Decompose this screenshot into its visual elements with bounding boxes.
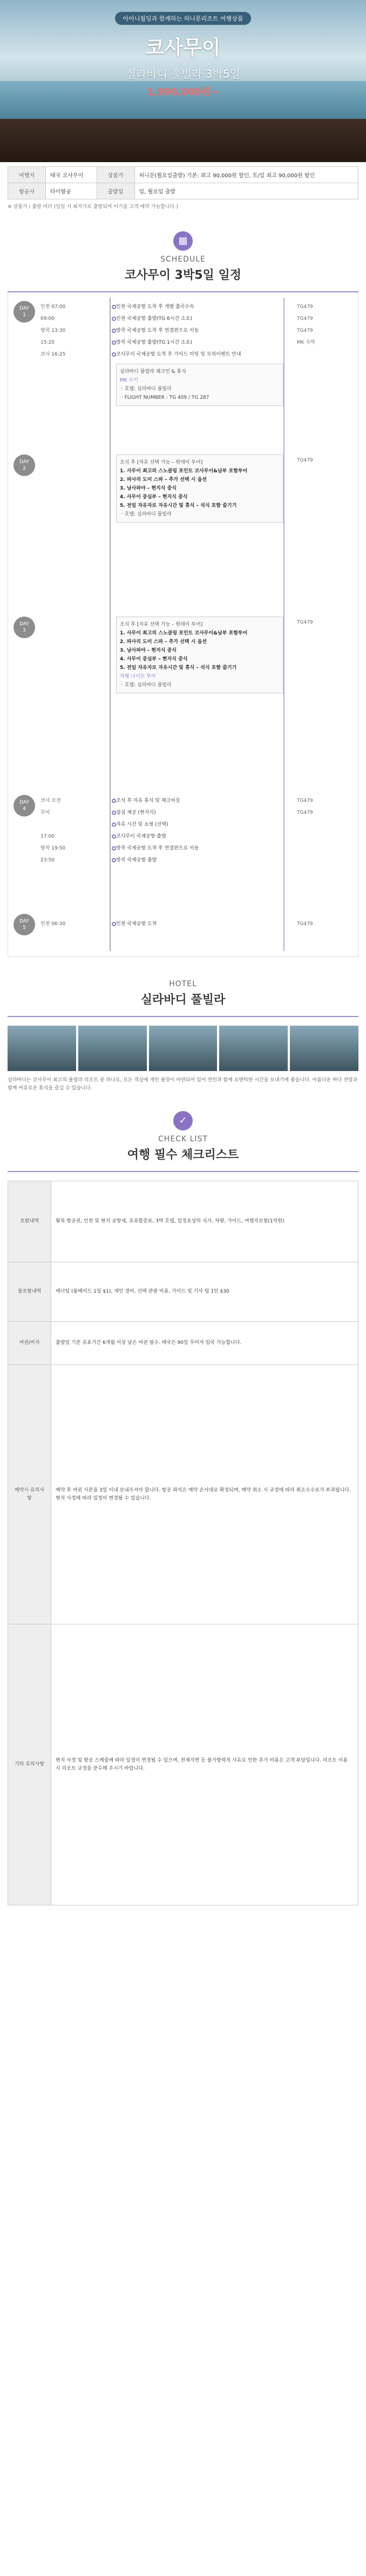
day-2 (13, 454, 354, 606)
check-value: 왕복 항공권, 인천 및 현지 공항세, 유류할증료, 3박 호텔, 일정표상의 식사, 차량, 가이드, 여행자보험(1억원) (51, 1181, 358, 1262)
schedule-row: 방콕 19:50 방콕 국제공항 도착 후 연결편으로 이동 (40, 846, 199, 851)
schedule-row: 인천 07:00 인천 국제공항 도착 후 개별 출국수속 TG479 (40, 304, 313, 310)
schedule-row: 코사 16:25 코사무이 국제공항 도착 후 가이드 미팅 및 모의이벤트 안내 (40, 352, 241, 357)
schedule-header (0, 213, 366, 283)
check-value: 출발일 기준 유효기간 6개월 이상 남은 여권 필수. 태국은 90일 무비자 입국 가능합니다. (51, 1322, 358, 1365)
info-label: 항공사 (8, 183, 46, 199)
schedule-row: 23:50 방콕 국제공항 출발 (40, 858, 157, 863)
check-value: 예약 후 여권 사본을 3일 이내 보내주셔야 합니다. 항공 좌석은 예약 순서대로 확정되며, 예약 취소 시 규정에 따라 취소수수료가 부과됩니다. 현지 사정에 따라 일정이 변경될 수 있습니다. (51, 1365, 358, 1624)
info-label: 상품가 (97, 167, 134, 183)
schedule-row: 무이 점심 제공 (현지식) TG479 (40, 810, 313, 815)
hotel-en: HOTEL (169, 980, 197, 988)
info-value: 허니문(월요일출발) 기본: 최고 90,000원 할인, 토/일 최고 90,000원 할인 (134, 167, 358, 183)
check-label: 불포함내역 (8, 1262, 51, 1322)
day-badge: DAY 3 (13, 617, 35, 638)
day-5 (13, 914, 354, 941)
check-icon: ✓ (173, 1111, 193, 1130)
schedule-row: 09:00 인천 국제공항 출발(TG 6시간 소요) TG479 (40, 316, 313, 322)
hotel-photo (290, 1026, 358, 1071)
hero-subtitle: 실라바디 풀빌라 3박5일 (125, 68, 241, 81)
hotel-photo (219, 1026, 288, 1071)
day-badge: DAY 2 (13, 454, 35, 476)
hotel-photo (149, 1026, 218, 1071)
hero-price: 1,990,000원~ (147, 86, 219, 98)
hotel-description: 실라바디는 코사무이 최고의 풀빌라 리조트 중 하나로, 모든 객실에 개인 풀장이 마련되어 있어 연인과 함께 로맨틱한 시간을 보내기에 좋습니다. 아름다운 바다 전망과 함께 여유로운 휴식을 즐길 수 있습니다. (8, 1078, 358, 1091)
schedule-row: TG479 (297, 620, 313, 625)
check-label: 기타 유의사항 (8, 1624, 51, 1905)
schedule-timeline (8, 292, 358, 957)
day-badge: DAY 5 (13, 914, 35, 935)
hotel-title: 실라바디 풀빌라 (140, 993, 226, 1007)
schedule-row: 17:00 코사무이 국제공항 출발 (40, 834, 166, 839)
schedule-row: 자유 시간 및 쇼핑 (선택) (13, 819, 354, 831)
day-3 (13, 617, 354, 779)
info-value: 타이항공 (46, 183, 97, 199)
schedule-row: 인천 06:30 인천 국제공항 도착 TG479 (40, 921, 313, 927)
schedule-en: SCHEDULE (160, 255, 206, 264)
hotel-header (0, 957, 366, 1007)
hero-banner (0, 0, 366, 162)
day-badge: DAY 4 (13, 795, 35, 817)
hotel-photo (78, 1026, 147, 1071)
day-detail-box: 조식 후 [자유 선택 가능 – 원데이 투어] 1. 사무이 최고의 스노클링 포인트 코사무이&남부 포함투어 2. 파사리 도미 스파 – 추가 선택 시 옵션 3. 낭사파야 – 현지식 중식 4. 사무이 중심부 – 현지식 중식 5. 전일 자유자로 자유시간 및 휴식 – 석식 포함 즐기기 차웽 나이트 투어 ㆍ호텔: 실라바디 풀빌라 (116, 617, 283, 693)
info-note: ※ 상품가 / 출발 여러 (일일 시 최저가로 출발되며 이기를 고객 예약 가능합니다.) (8, 204, 178, 210)
info-table (8, 166, 358, 199)
day-detail-box: 조식 후 [자유 선택 가능 – 원데이 투어] 1. 사무이 최고의 스노클링 포인트 코사무이&남부 포함투어 2. 파사리 도미 스파 – 추가 선택 시 옵션 3. 낭사파야 – 현지식 중식 4. 사무이 중심부 – 현지식 중식 5. 전일 자유자로 자유시간 및 휴식 – 석식 포함 즐기기 ㆍ호텔: 실라바디 풀빌라 (116, 454, 283, 523)
divider (8, 1171, 358, 1172)
hero-pill: 아이니월딩과 함께하는 허니문리조트 여행상품 (115, 12, 250, 25)
hero-title: 코사무이 (145, 37, 221, 59)
check-value: 매너팁 (룸메이드 1일 $1), 개인 경비, 선택 관광 비용, 가이드 및 기사 팁 1인 $30 (51, 1262, 358, 1322)
schedule-row: 15:20 방콕 국제공항 출발(TG 1시간 소요) MK 숙박 (40, 340, 315, 345)
hotel-gallery (8, 1026, 358, 1071)
schedule-row: 방콕 13:30 방콕 국제공항 도착 후 연결편으로 이동 TG479 (40, 328, 313, 333)
info-value: 태국 코사무이 (46, 167, 97, 183)
check-label: 예약시 유의사항 (8, 1365, 51, 1624)
divider (8, 1016, 358, 1017)
schedule-row: TG479 (297, 458, 313, 463)
info-label: 출발일 (97, 183, 134, 199)
day-badge: DAY 1 (13, 301, 35, 323)
checklist-title: 여행 필수 체크리스트 (127, 1148, 239, 1162)
schedule-title: 코사무이 3박5일 일정 (125, 269, 241, 282)
check-label: 여권/비자 (8, 1322, 51, 1365)
hotel-photo (8, 1026, 76, 1071)
checklist-header (0, 1093, 366, 1162)
info-value: 일, 월요일 출발 (134, 183, 358, 199)
checklist-table (8, 1181, 358, 1905)
check-value: 현지 사정 및 항공 스케줄에 따라 일정이 변경될 수 있으며, 천재지변 등 불가항력적 사유로 인한 추가 비용은 고객 부담입니다. 리조트 이용 시 리조트 규정을 준수해 주시기 바랍니다. (51, 1624, 358, 1905)
day-detail-box: 실라바디 풀빌라 체크인 & 휴식 MK 수키 ㆍ호텔: 실라바디 풀빌라 ㆍFLIGHT NUMBER : TG 409 / TG 287 (116, 364, 283, 406)
day-4 (13, 795, 354, 892)
check-label: 포함내역 (8, 1181, 51, 1262)
day-1 (13, 301, 354, 441)
info-label: 여행지 (8, 167, 46, 183)
villa-image (0, 119, 366, 162)
calendar-icon: ▦ (173, 231, 193, 251)
schedule-row: 코사 오전 조식 후 자유 휴식 및 체크아웃 TG479 (40, 798, 313, 804)
checklist-en: CHECK LIST (158, 1135, 208, 1143)
